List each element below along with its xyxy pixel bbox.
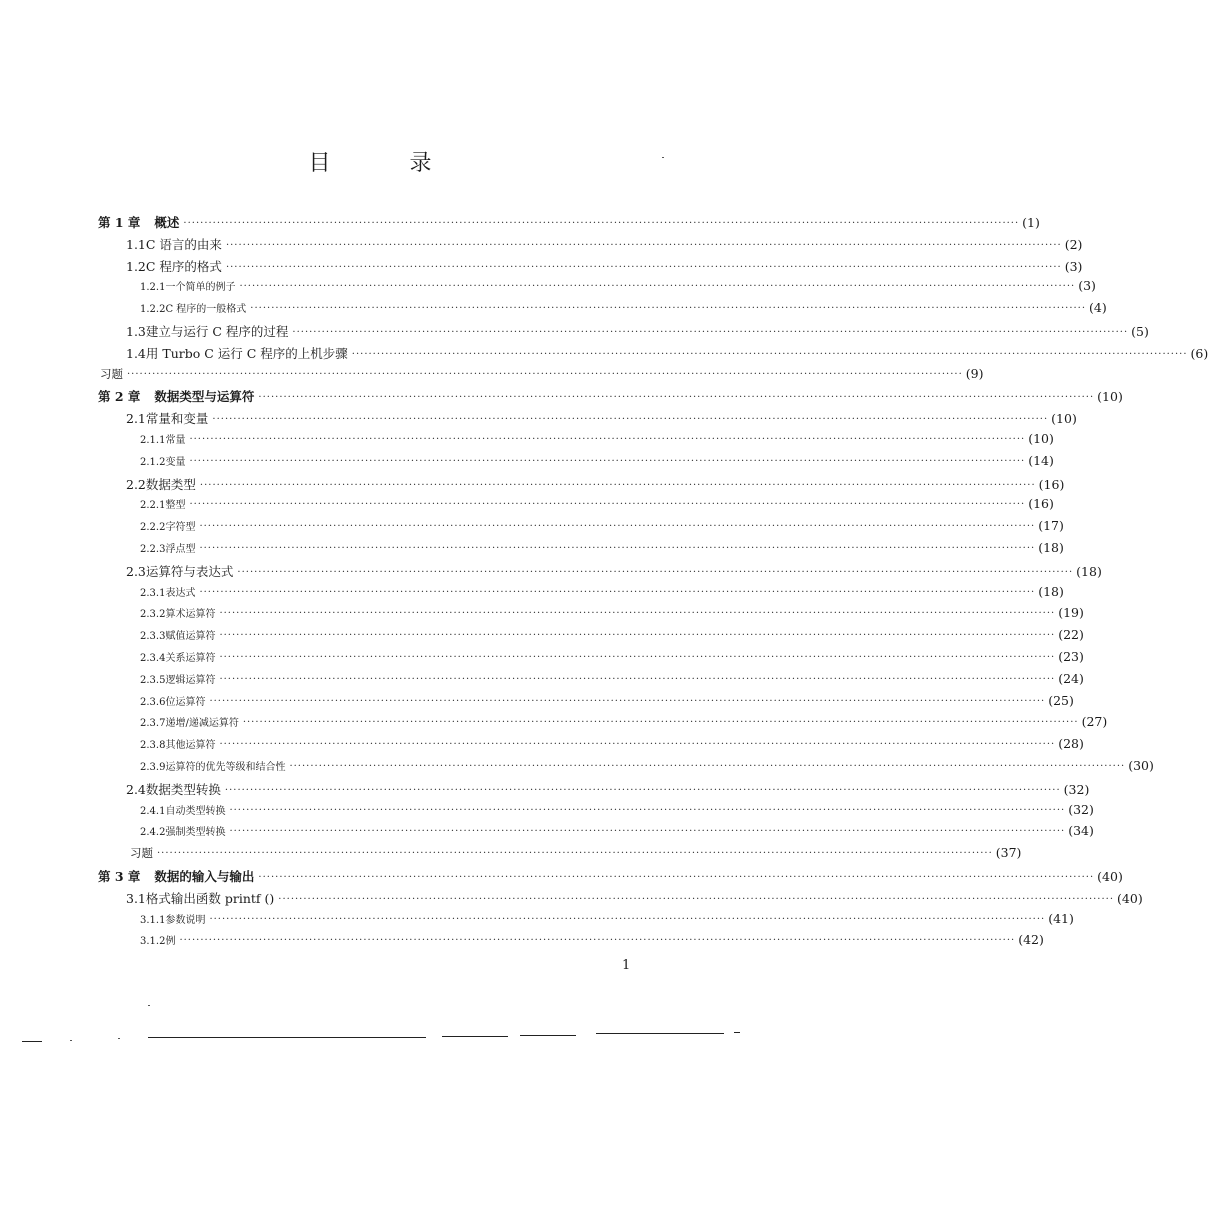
toc-entry-title: 字符型 <box>165 522 196 534</box>
toc-entry <box>98 278 1096 300</box>
toc-entry <box>98 430 1054 453</box>
toc-entry-number: 2.3.4 <box>140 652 166 664</box>
toc-entry-title: 数据类型 <box>145 476 196 492</box>
dot-leader: ········································································································································································································ <box>278 893 1115 905</box>
toc-entry <box>98 322 1149 344</box>
toc-entry-title: 逻辑运算符 <box>165 674 216 686</box>
toc-entry-number: 2.3.1 <box>140 587 166 599</box>
dot-leader: ········································································································································································································ <box>199 542 1036 554</box>
toc-entry-page: (24) <box>1058 670 1084 686</box>
toc-entry <box>98 736 1084 758</box>
toc-entry-number: 1.3 <box>126 323 146 339</box>
dot-leader: ········································································································································································································ <box>239 281 1076 293</box>
toc-entry-title: 强制类型转换 <box>165 827 226 839</box>
dot-leader: ········································································································································································································ <box>250 303 1087 315</box>
toc-entry-title: 算术运算符 <box>165 609 216 621</box>
toc-entry-page: (3) <box>1078 278 1096 294</box>
toc-entry-title: 自动类型转换 <box>165 805 226 817</box>
toc-entry-page: (16) <box>1028 496 1054 512</box>
toc-entry-page: (3) <box>1064 258 1083 274</box>
dot-leader: ········································································································································································································ <box>199 586 1036 598</box>
toc-entry-title: C 程序的一般格式 <box>165 304 247 316</box>
toc-entry-page: (17) <box>1038 518 1064 534</box>
toc-entry-number: 第 3 章 <box>98 868 141 884</box>
toc-entry-page: (18) <box>1038 539 1064 555</box>
toc-entry-page: (37) <box>995 845 1022 861</box>
toc-entry-title: 运算符的优先等级和结合性 <box>165 761 286 773</box>
toc-entry <box>98 889 1143 911</box>
toc-entry-number: 2.3.9 <box>140 761 166 773</box>
toc-entry-title: 习题 <box>130 846 153 861</box>
toc-entry <box>98 692 1074 715</box>
toc-entry-title: 整型 <box>165 500 186 512</box>
dot-leader: ········································································································································································································ <box>258 392 1095 404</box>
toc-entry-title: 数据的输入与输出 <box>154 868 255 884</box>
dot-leader: ········································································································································································································ <box>219 739 1056 751</box>
toc-entry-number: 3.1 <box>126 890 146 906</box>
page-number: 1 <box>622 958 631 973</box>
table-of-contents <box>98 213 1208 954</box>
toc-entry-page: (4) <box>1089 300 1107 316</box>
toc-entry <box>98 583 1064 606</box>
toc-entry-page: (5) <box>1131 323 1149 339</box>
toc-entry-number: 2.3.3 <box>140 631 166 643</box>
toc-entry-number: 1.4 <box>126 345 146 361</box>
toc-entry-number: 2.3.6 <box>140 696 166 708</box>
toc-entry-page: (27) <box>1081 714 1108 730</box>
toc-entry-number: 2.2.3 <box>140 543 166 555</box>
toc-entry-page: (30) <box>1128 757 1154 773</box>
dot-leader: ········································································································································································································ <box>242 717 1079 729</box>
toc-entry <box>98 562 1102 584</box>
toc-entry-title: 数据类型转换 <box>145 781 221 797</box>
toc-entry-number: 3.1.2 <box>140 936 166 948</box>
dot-leader: ········································································································································································································ <box>189 433 1026 445</box>
toc-entry-title: 运算符与表达式 <box>145 563 234 579</box>
toc-entry-number: 2.3 <box>126 563 146 579</box>
toc-entry <box>98 757 1154 780</box>
toc-entry-title: C 程序的格式 <box>145 258 222 274</box>
toc-entry-title: 格式输出函数 printf () <box>145 890 275 906</box>
toc-entry <box>98 475 1065 497</box>
dot-leader: ········································································································································································································ <box>351 348 1188 360</box>
toc-entry-page: (9) <box>965 365 984 381</box>
toc-entry-number: 2.3.2 <box>140 609 166 621</box>
toc-entry-title: 概述 <box>154 215 180 230</box>
toc-entry-page: (10) <box>1028 430 1054 446</box>
toc-entry <box>98 235 1083 257</box>
toc-entry <box>98 823 1094 845</box>
toc-entry <box>98 496 1054 518</box>
toc-entry <box>98 714 1108 736</box>
toc-entry-page: (32) <box>1068 801 1094 817</box>
toc-entry-page: (10) <box>1097 389 1123 405</box>
toc-entry <box>98 780 1090 802</box>
dot-leader: ········································································································································································································ <box>199 521 1036 533</box>
toc-entry <box>98 932 1044 954</box>
toc-entry-page: (28) <box>1058 736 1084 752</box>
toc-entry-page: (34) <box>1068 823 1094 839</box>
toc-entry-number: 1.2.1 <box>140 282 166 294</box>
dot-leader: ········································································································································································································ <box>292 326 1129 338</box>
toc-entry <box>98 867 1123 889</box>
toc-entry-title: C 语言的由来 <box>145 236 222 252</box>
toc-entry-page: (2) <box>1064 236 1083 252</box>
toc-entry-title: 表达式 <box>165 587 196 599</box>
toc-entry-title: 关系运算符 <box>165 652 216 664</box>
dot-leader: ········································································································································································································ <box>179 935 1016 947</box>
toc-entry-page: (42) <box>1018 932 1044 948</box>
dot-leader: ········································································································································································································ <box>189 499 1026 511</box>
toc-entry <box>98 409 1077 431</box>
toc-entry <box>98 365 984 388</box>
toc-entry-page: (14) <box>1028 452 1054 468</box>
dot-leader: ········································································································································································································ <box>209 695 1046 707</box>
toc-entry-number: 3.1.1 <box>140 914 166 926</box>
toc-entry <box>98 627 1084 649</box>
dot-leader: ········································································································································································································ <box>219 651 1056 663</box>
toc-entry-page: (23) <box>1058 648 1084 664</box>
toc-entry-title: 常量和变量 <box>145 411 209 427</box>
toc-entry <box>98 670 1084 693</box>
toc-entry-number: 1.2.2 <box>140 304 166 316</box>
dot-leader: ········································································································································································································ <box>219 673 1056 685</box>
toc-entry-number: 2.3.8 <box>140 740 166 752</box>
toc-entry-number: 2.3.7 <box>140 718 166 730</box>
toc-entry-page: (32) <box>1063 781 1090 797</box>
toc-entry-title: 建立与运行 C 程序的过程 <box>145 323 289 339</box>
dot-leader: ········································································································································································································ <box>209 913 1046 925</box>
toc-entry-page: (18) <box>1076 563 1102 579</box>
dot-leader: ········································································································································································································ <box>258 871 1095 883</box>
toc-entry-number: 2.3.5 <box>140 674 166 686</box>
toc-entry-page: (41) <box>1048 910 1074 926</box>
toc-entry <box>98 213 1040 235</box>
toc-entry <box>98 518 1064 540</box>
toc-entry-number: 1.2 <box>126 258 146 274</box>
toc-entry-number: 2.1.2 <box>140 456 166 468</box>
toc-entry-page: (1) <box>1022 215 1040 230</box>
dot-leader: ········································································································································································································ <box>229 804 1066 816</box>
dot-leader: ········································································································································································································ <box>225 239 1062 251</box>
toc-entry <box>98 801 1094 824</box>
toc-entry-title: 变量 <box>165 456 186 468</box>
toc-entry-title: 浮点型 <box>165 543 196 555</box>
page-title: 目 录 <box>308 151 468 176</box>
toc-entry-title: 其他运算符 <box>165 740 216 752</box>
dot-leader: ········································································································································································································ <box>289 760 1126 772</box>
toc-entry-title: 一个简单的例子 <box>165 282 236 294</box>
toc-entry-title: 数据类型与运算符 <box>154 389 255 405</box>
dot-leader: ········································································································································································································ <box>157 848 993 860</box>
dot-leader: ········································································································································································································ <box>229 826 1066 838</box>
dot-leader: ········································································································································································································ <box>224 784 1061 796</box>
toc-entry-title: 参数说明 <box>165 914 206 926</box>
toc-entry <box>98 845 1022 867</box>
toc-entry <box>98 300 1107 322</box>
toc-entry-page: (6) <box>1190 345 1208 361</box>
dot-leader: ········································································································································································································ <box>219 608 1056 620</box>
toc-entry-page: (18) <box>1038 583 1064 599</box>
dot-leader: ········································································································································································································ <box>219 630 1056 642</box>
dot-leader: ········································································································································································································ <box>225 261 1062 273</box>
toc-entry-title: 赋值运算符 <box>165 631 216 643</box>
dot-leader: ········································································································································································································ <box>212 414 1049 426</box>
toc-entry-number: 第 2 章 <box>98 389 141 405</box>
toc-entry-number: 2.4 <box>126 781 146 797</box>
toc-entry-page: (16) <box>1038 476 1065 492</box>
dot-leader: ········································································································································································································ <box>189 455 1026 467</box>
toc-entry-page: (40) <box>1117 890 1143 906</box>
toc-entry-page: (19) <box>1058 605 1084 621</box>
dot-leader: ········································································································································································································ <box>237 566 1074 578</box>
toc-entry <box>98 910 1074 933</box>
toc-entry-number: 2.2.2 <box>140 522 166 534</box>
toc-entry-number: 2.1 <box>126 411 146 427</box>
toc-entry <box>98 648 1084 671</box>
toc-entry-title: 常量 <box>165 434 186 446</box>
dot-leader: ········································································································································································································ <box>183 218 1020 229</box>
toc-entry-page: (40) <box>1097 868 1123 884</box>
toc-entry-title: 递增/递减运算符 <box>165 718 239 730</box>
toc-entry-title: 用 Turbo C 运行 C 程序的上机步骤 <box>145 345 348 361</box>
toc-entry-title: 位运算符 <box>165 696 206 708</box>
toc-entry <box>98 387 1123 409</box>
toc-entry-page: (25) <box>1048 692 1074 708</box>
toc-entry <box>98 605 1084 627</box>
toc-entry <box>98 257 1083 279</box>
toc-entry-number: 第 1 章 <box>98 215 141 230</box>
toc-entry-page: (22) <box>1058 627 1084 643</box>
toc-entry-number: 2.4.2 <box>140 827 166 839</box>
toc-entry-number: 2.4.1 <box>140 805 166 817</box>
toc-entry-title: 例 <box>165 936 176 948</box>
toc-entry <box>98 344 1208 366</box>
toc-entry-title: 习题 <box>100 366 123 381</box>
toc-entry-number: 1.1 <box>126 236 146 252</box>
toc-entry-number: 2.2.1 <box>140 500 166 512</box>
toc-entry-number: 2.2 <box>126 476 146 492</box>
toc-entry <box>98 452 1054 475</box>
toc-entry <box>98 539 1064 562</box>
toc-entry-page: (10) <box>1051 411 1077 427</box>
toc-entry-number: 2.1.1 <box>140 434 166 446</box>
dot-leader: ········································································································································································································ <box>127 368 963 380</box>
dot-leader: ········································································································································································································ <box>199 479 1036 491</box>
